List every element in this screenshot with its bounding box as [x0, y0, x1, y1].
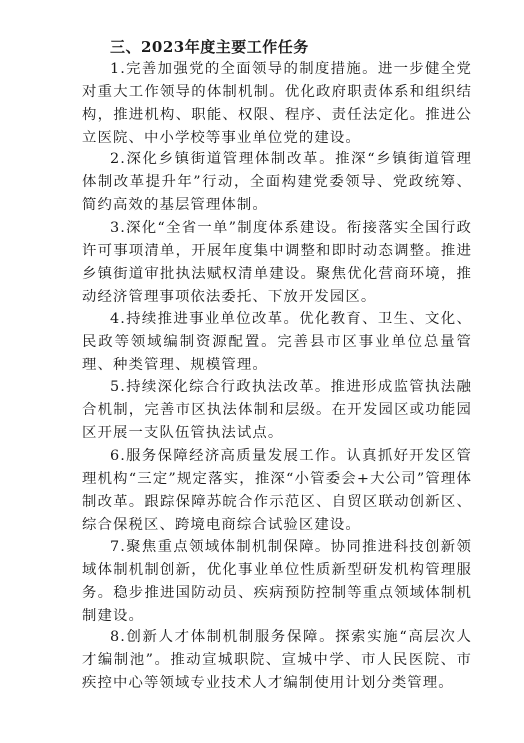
task-paragraph-7: 7.聚焦重点领域体制机制保障。协同推进科技创新领域体制机制创新，优化事业单位性质新型研发机构管理服务。稳步推进国防动员、疾病预防控制等重点领域体制机制建设。 — [82, 539, 472, 624]
task-paragraph-6: 6.服务保障经济高质量发展工作。认真抓好开发区管理机构“三定”规定落实，推深“小管委会+大公司”管理体制改革。跟踪保障苏皖合作示范区、自贸区联动创新区、综合保税区、跨境电商综合试验区建设。 — [82, 448, 472, 533]
section-heading: 三、2023年度主要工作任务 — [110, 38, 309, 56]
task-paragraph-8: 8.创新人才体制机制服务保障。探索实施“高层次人才编制池”。推动宣城职院、宣城中学、市人民医院、市疾控中心等领域专业技术人才编制使用计划分类管理。 — [82, 629, 472, 691]
task-paragraph-1: 1.完善加强党的全面领导的制度措施。进一步健全党对重大工作领导的体制机制。优化政府职责体系和组织结构，推进机构、职能、权限、程序、责任法定化。推进公立医院、中小学校等事业单位党的建设。 — [82, 61, 472, 146]
task-paragraph-5: 5.持续深化综合行政执法改革。推进形成监管执法融合机制，完善市区执法体制和层级。在开发园区或功能园区开展一支队伍管执法试点。 — [82, 379, 472, 441]
task-paragraph-2: 2.深化乡镇街道管理体制改革。推深“乡镇街道管理体制改革提升年”行动，全面构建党委领导、党政统筹、简约高效的基层管理体制。 — [82, 151, 472, 213]
task-paragraph-3: 3.深化“全省一单”制度体系建设。衔接落实全国行政许可事项清单，开展年度集中调整和即时动态调整。推进乡镇街道审批执法赋权清单建设。聚焦优化营商环境，推动经济管理事项依法委托、下放开发园区。 — [82, 220, 472, 305]
task-paragraph-4: 4.持续推进事业单位改革。优化教育、卫生、文化、民政等领域编制资源配置。完善县市区事业单位总量管理、种类管理、规模管理。 — [82, 311, 472, 373]
